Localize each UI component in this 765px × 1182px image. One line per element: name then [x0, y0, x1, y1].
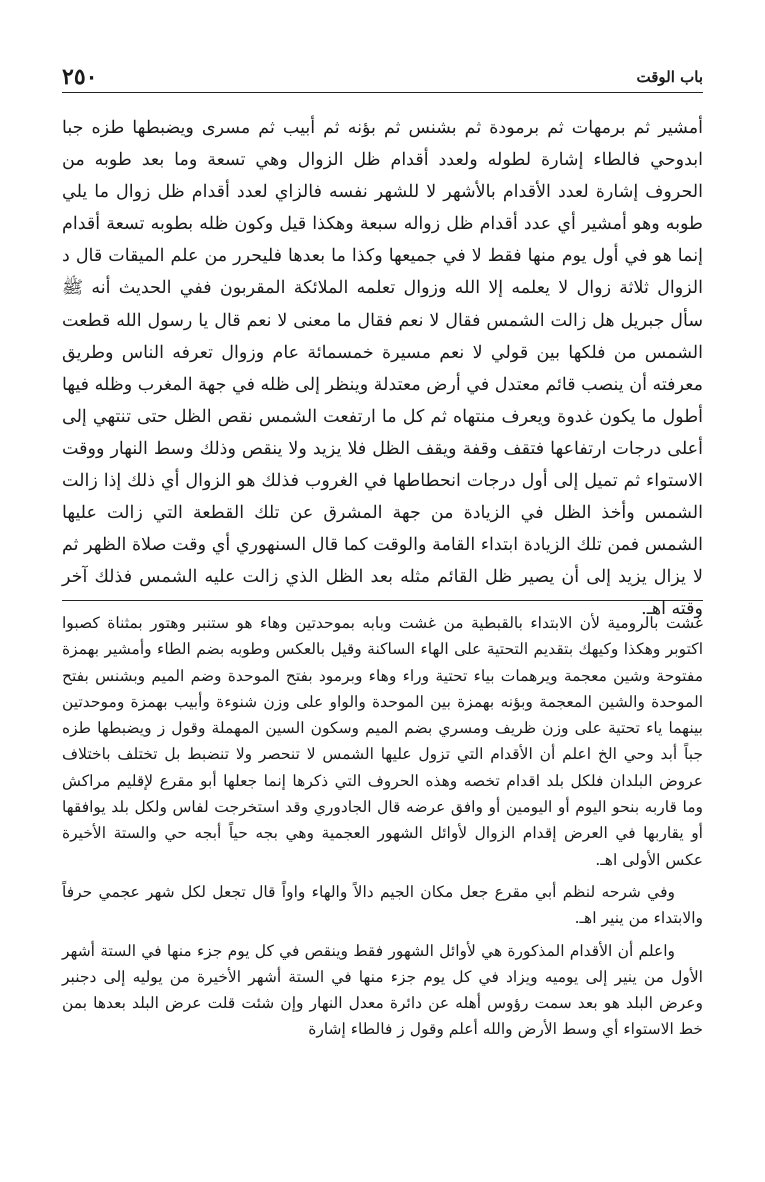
footnote-paragraph-1: غشت بالرومية لأن الابتداء بالقبطية من غشت وبابه بموحدتين وهاء هو ستنبر وهتور بمثناة كصبوا اكتوبر وهكذا وكيهك بتقديم التحتية على الهاء الساكنة وقيل بالعكس وطوبه بضم الطاء وأمشير بهمزة مفتوحة وشين معجمة ويرهمات بياء تحتية وراء وهاء وبرمود بفتح الموحدة وضم الميم وبشنس بفتح الموحدة والشين المعجمة وبؤنه بهمزة بين الموحدة والواو على وزن شنوءة وأبيب بهمزة وموحدتين بينهما ياء تحتية على وزن ظريف ومسري بضم الميم وسكون السين المهملة وقول ز ويضبطها طزه جباً أبد وحي الخ اعلم أن الأقدام التي تزول عليها الشمس لا تنحصر ولا تنضبط بل تختلف باختلاف عروض البلدان فلكل بلد اقدام تخصه وهذه الحروف التي ذكرها إنما جعلها أبو مقرع لإقليم مراكش وما قاربه بنحو اليوم أو اليومين أو وافق عرضه قال الجادوري وقد استخرجت لفاس ولكل بلد يوافقها أو يقاربها في العرض إقدام الزوال لأوائل الشهور العجمية وهي بجه حياً أبجه حي والستة الأخيرة عكس الأولى اهـ. [62, 614, 703, 869]
footnotes [62, 610, 703, 1043]
page-header [62, 62, 703, 93]
footnote-paragraph-3: واعلم أن الأقدام المذكورة هي لأوائل الشهور فقط وينقص في كل يوم جزء منها في الستة أشهر الأول من ينير إلى يوميه ويزاد في كل يوم جزء منها في الستة أشهر الأخيرة من يوليه إلى دجنبر وعرض البلد هو بعد سمت رؤوس أهله عن دائرة معدل النهار وإن شئت قلت عرض البلد بعدها بمن خط الاستواء أي وسط الأرض والله أعلم وقول ز فالطاء إشارة [62, 941, 703, 1039]
main-text: أمشير ثم برمهات ثم برمودة ثم بشنس ثم بؤنه ثم أبيب ثم مسرى ويضبطها طزه جبا ابدوحي فالطاء إشارة لطوله ولعدد أقدام ظل الزوال وهي تسعة وما بعد طوبه من الحروف إشارة لعدد الأقدام بالأشهر لا للشهر نفسه فالزاي لعدد أقدام ظل زوال ما يلي طوبه وهو أمشير أي عدد أقدام ظل زواله سبعة وهكذا قيل وكون ظله بطوبه تسعة أقدام إنما هو في أول يوم منها فقط لا في جميعها وكذا ما بعدها فليحرر من علم الميقات قال د الزوال ثلاثة زوال لا يعلمه إلا الله وزوال تعلمه الملائكة المقربون ففي الحديث أنه ﷺ سأل جبريل هل زالت الشمس فقال لا نعم فقال ما معنى لا نعم قال يا رسول الله قطعت الشمس من فلكها بين قولي لا نعم مسيرة خمسمائة عام وزوال تعرفه الناس وطريق معرفته أن ينصب قائم معتدل في أرض معتدلة وينظر إلى ظله في جهة المغرب وظله فيها أطول ما يكون غدوة ويعرف منتهاه ثم كل ما ارتفعت الشمس نقص الظل حتى تنتهي إلى أعلى درجات ارتفاعها فتقف وقفة ويقف الظل فلا يزيد ولا ينقص وذلك وسط النهار ووقت الاستواء ثم تميل إلى أول درجات انحطاطها في الغروب فذلك هو الزوال أي ذلك إذا زالت الشمس وأخذ الظل في الزيادة من جهة المشرق عن تلك القطعة التي زالت عليها الشمس فمن تلك الزيادة ابتداء القامة والوقت كما قال السنهوري أي وقت صلاة الظهر ثم لا يزال يزيد إلى أن يصير ظل القائم مثله بعد الظل الذي زالت عليه الشمس فذلك آخر وقته اهـ. [62, 118, 703, 620]
footnote-separator [62, 600, 703, 601]
running-title: باب الوقت [636, 68, 703, 86]
page-number: ٢٥٠ [62, 64, 98, 90]
footnote-paragraph-2: وفي شرحه لنظم أبي مقرع جعل مكان الجيم دالاً والهاء واواً قال تجعل لكل شهر عجمي حرفاً والابتداء من ينير اهـ. [62, 882, 703, 928]
